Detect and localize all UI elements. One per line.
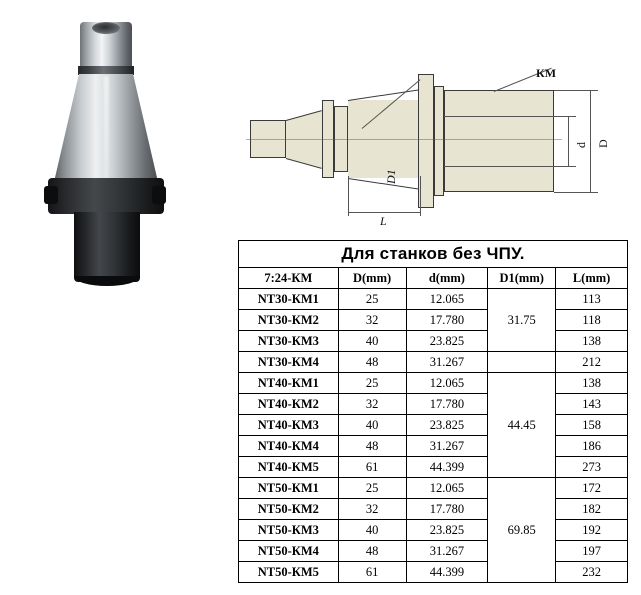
cell-D1-group: 31.75 (488, 289, 556, 352)
table-row (239, 478, 628, 499)
cell-code: NT50-КМ2 (239, 499, 339, 520)
cell-D: 61 (338, 562, 406, 583)
cell-d: 23.825 (406, 520, 488, 541)
drawing-dim-L-line (348, 212, 420, 213)
cell-code: NT50-КМ5 (239, 562, 339, 583)
cell-d: 17.780 (406, 310, 488, 331)
cell-D: 48 (338, 541, 406, 562)
cell-L: 182 (556, 499, 628, 520)
photo-flange (48, 178, 164, 214)
cell-D: 25 (338, 478, 406, 499)
photo-notch-right (152, 186, 166, 204)
header-d: d(mm) (406, 268, 488, 289)
drawing-centre-line (246, 139, 562, 140)
cell-code: NT30-КМ4 (239, 352, 339, 373)
drawing-ext-L-right (420, 176, 421, 216)
drawing-ext-D-top (554, 90, 598, 91)
cell-d: 31.267 (406, 436, 488, 457)
cell-d: 31.267 (406, 541, 488, 562)
cell-D1-group: 44.45 (488, 373, 556, 478)
table-row (239, 562, 628, 583)
cell-L: 143 (556, 394, 628, 415)
drawing-ext-D-bottom (554, 192, 598, 193)
cell-D: 25 (338, 373, 406, 394)
cell-code: NT50-КМ4 (239, 541, 339, 562)
cell-L: 232 (556, 562, 628, 583)
cell-d: 17.780 (406, 499, 488, 520)
table-row (239, 541, 628, 562)
cell-code: NT40-КМ4 (239, 436, 339, 457)
cell-L: 113 (556, 289, 628, 310)
cell-L: 273 (556, 457, 628, 478)
cell-D: 61 (338, 457, 406, 478)
tool-holder-photo (0, 0, 232, 300)
cell-d: 23.825 (406, 415, 488, 436)
cell-code: NT50-КМ3 (239, 520, 339, 541)
cell-d: 44.399 (406, 457, 488, 478)
cell-L: 212 (556, 352, 628, 373)
drawing-ext-d-top (554, 116, 576, 117)
cell-D1-empty (488, 352, 556, 373)
table-row (239, 331, 628, 352)
header-D1: D1(mm) (488, 268, 556, 289)
drawing-ext-d-bottom (554, 166, 576, 167)
cell-L: 138 (556, 331, 628, 352)
cell-d: 12.065 (406, 373, 488, 394)
cell-code: NT40-КМ2 (239, 394, 339, 415)
cell-D: 40 (338, 415, 406, 436)
cell-d: 44.399 (406, 562, 488, 583)
spec-table (238, 240, 628, 583)
drawing-body-D (444, 90, 554, 192)
table-row (239, 520, 628, 541)
photo-ring (78, 66, 134, 75)
cell-code: NT40-КМ5 (239, 457, 339, 478)
header-code: 7:24-КМ (239, 268, 339, 289)
cell-code: NT50-КМ1 (239, 478, 339, 499)
drawing-dim-D-line (590, 90, 591, 192)
table-title-row (239, 241, 628, 268)
drawing-flange-rib (434, 86, 444, 196)
photo-notch-left (44, 186, 58, 204)
drawing-dim-d-line (568, 116, 569, 166)
drawing-label-L: L (380, 214, 387, 228)
photo-body (74, 212, 140, 282)
cell-code: NT40-КМ1 (239, 373, 339, 394)
spec-table-container (238, 240, 628, 583)
table-row (239, 457, 628, 478)
table-title: Для станков без ЧПУ. (239, 241, 628, 268)
cell-D: 32 (338, 394, 406, 415)
header-D: D(mm) (338, 268, 406, 289)
table-row (239, 394, 628, 415)
header-L: L(mm) (556, 268, 628, 289)
table-row (239, 415, 628, 436)
table-header-row (239, 268, 628, 289)
cell-D: 25 (338, 289, 406, 310)
cell-D: 48 (338, 352, 406, 373)
cell-L: 138 (556, 373, 628, 394)
cell-L: 197 (556, 541, 628, 562)
drawing-label-d-small: d (574, 142, 588, 148)
cell-code: NT30-КМ1 (239, 289, 339, 310)
drawing-bore-bottom (444, 166, 554, 167)
table-row (239, 373, 628, 394)
table-row (239, 310, 628, 331)
cell-L: 172 (556, 478, 628, 499)
cell-D: 40 (338, 331, 406, 352)
table-row (239, 499, 628, 520)
drawing-label-D1: D1 (384, 169, 398, 184)
drawing-ext-L-left (348, 176, 349, 216)
cell-d: 12.065 (406, 289, 488, 310)
technical-drawing (238, 36, 638, 236)
cell-D: 32 (338, 499, 406, 520)
cell-d: 12.065 (406, 478, 488, 499)
table-row (239, 436, 628, 457)
photo-body-end (74, 276, 140, 286)
cell-L: 186 (556, 436, 628, 457)
table-row (239, 352, 628, 373)
cell-L: 192 (556, 520, 628, 541)
cell-D: 48 (338, 436, 406, 457)
cell-d: 17.780 (406, 394, 488, 415)
cell-D1-group: 69.85 (488, 478, 556, 583)
drawing-bore-top (444, 116, 554, 117)
cell-d: 23.825 (406, 331, 488, 352)
cell-code: NT40-КМ3 (239, 415, 339, 436)
cell-d: 31.267 (406, 352, 488, 373)
cell-L: 118 (556, 310, 628, 331)
table-row (239, 289, 628, 310)
cell-code: NT30-КМ2 (239, 310, 339, 331)
cell-code: NT30-КМ3 (239, 331, 339, 352)
cell-L: 158 (556, 415, 628, 436)
drawing-label-km: КМ (536, 66, 557, 80)
cell-D: 40 (338, 520, 406, 541)
drawing-label-d-big: D (596, 139, 610, 148)
cell-D: 32 (338, 310, 406, 331)
photo-bore (92, 22, 120, 34)
